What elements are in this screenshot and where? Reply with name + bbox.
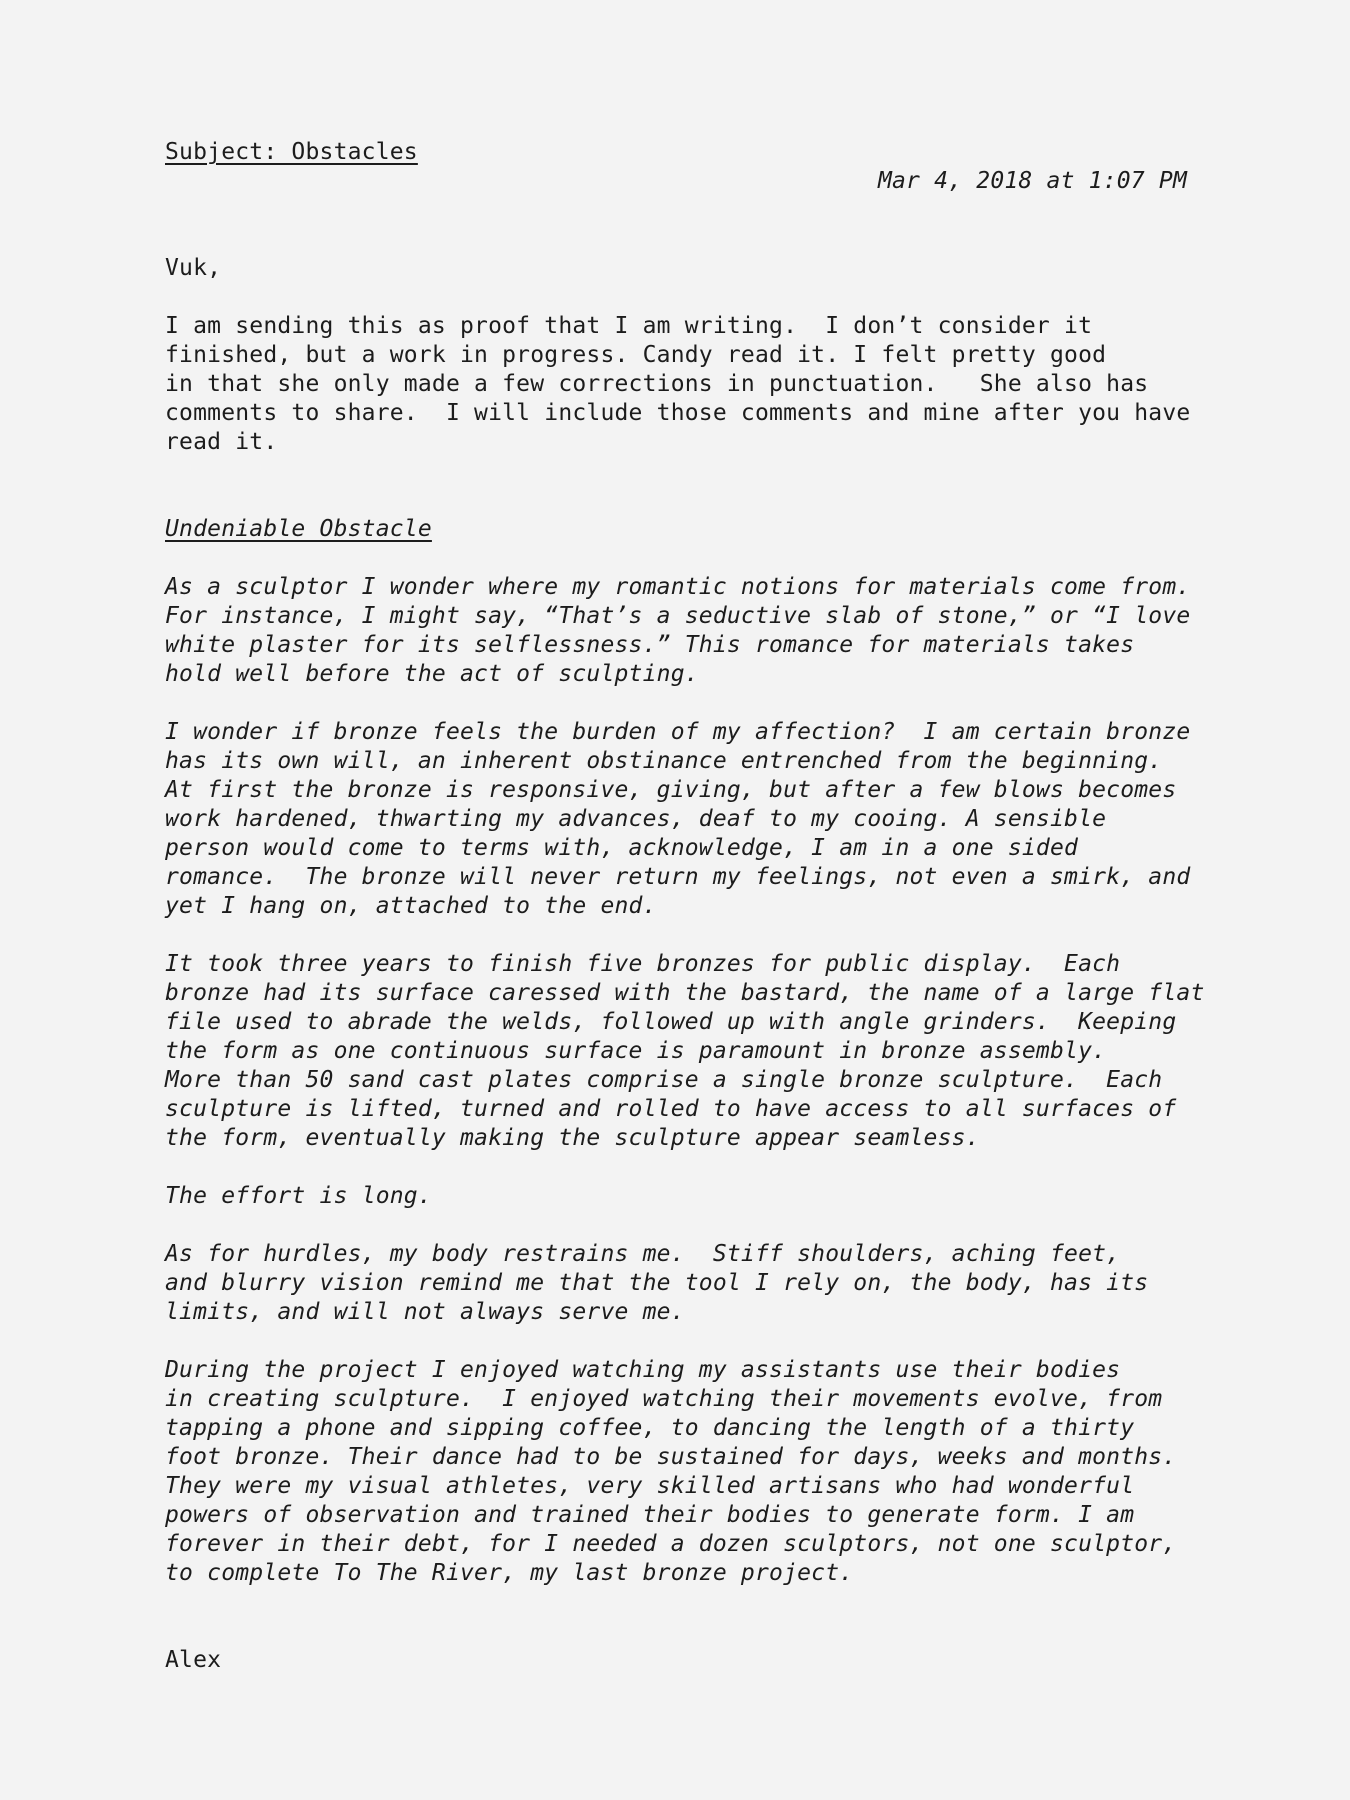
- date-line: Mar 4, 2018 at 1:07 PM: [877, 168, 1187, 194]
- story-paragraph: As a sculptor I wonder where my romantic notions for materials come from. For instance, I might say, “That’s a seductive slab of stone,” or “I love white plaster for its selflessness.” This romance for materials takes hold well before the act of sculpting.: [165, 574, 1191, 687]
- greeting: Vuk,: [165, 255, 222, 281]
- story-paragraph: During the project I enjoyed watching my assistants use their bodies in creating sculpture. I enjoyed watching their movements evolve, from tapping a phone and sipping coffee, to dancing the length of a thirty foot bronze. Their dance had to be sustained for days, weeks and months. They were my visual athletes, very skilled artisans who had wonderful powers of observation and trained their bodies to generate form. I am forever in their debt, for I needed a dozen sculptors, not one sculptor, to complete To The River, my last bronze project.: [165, 1357, 1177, 1586]
- story-title: Undeniable Obstacle: [165, 516, 432, 542]
- story-paragraph: It took three years to finish five bronzes for public display. Each bronze had its surface caressed with the bastard, the name of a large flat file used to abrade the welds, followed up with angle grinders. Keeping the form as one continuous surface is paramount in bronze assembly. More than 50 sand cast plates comprise a single bronze sculpture. Each sculpture is lifted, turned and rolled to have access to all surfaces of the form, eventually making the sculpture appear seamless.: [165, 951, 1205, 1151]
- intro-paragraph: I am sending this as proof that I am writing. I don’t consider it finished, but a work in progress. Candy read it. I felt pretty good in that she only made a few corrections in punctuation. She also has comments to share. I will include those comments and mine after you have read it.: [165, 313, 1191, 455]
- story-paragraph: I wonder if bronze feels the burden of my affection? I am certain bronze has its own will, an inherent obstinance entrenched from the beginning. At first the bronze is responsive, giving, but after a few blows becomes work hardened, thwarting my advances, deaf to my cooing. A sensible person would come to terms with, acknowledge, I am in a one sided romance. The bronze will never return my feelings, not even a smirk, and yet I hang on, attached to the end.: [165, 719, 1191, 919]
- story-body: [165, 573, 1215, 1588]
- letter-page: [165, 138, 1215, 1675]
- signature: Alex: [165, 1647, 222, 1673]
- story-paragraph: As for hurdles, my body restrains me. Stiff shoulders, aching feet, and blurry vision remind me that the tool I rely on, the body, has its limits, and will not always serve me.: [165, 1241, 1149, 1325]
- subject-line: Subject: Obstacles: [165, 139, 418, 165]
- story-paragraph: The effort is long.: [165, 1183, 432, 1209]
